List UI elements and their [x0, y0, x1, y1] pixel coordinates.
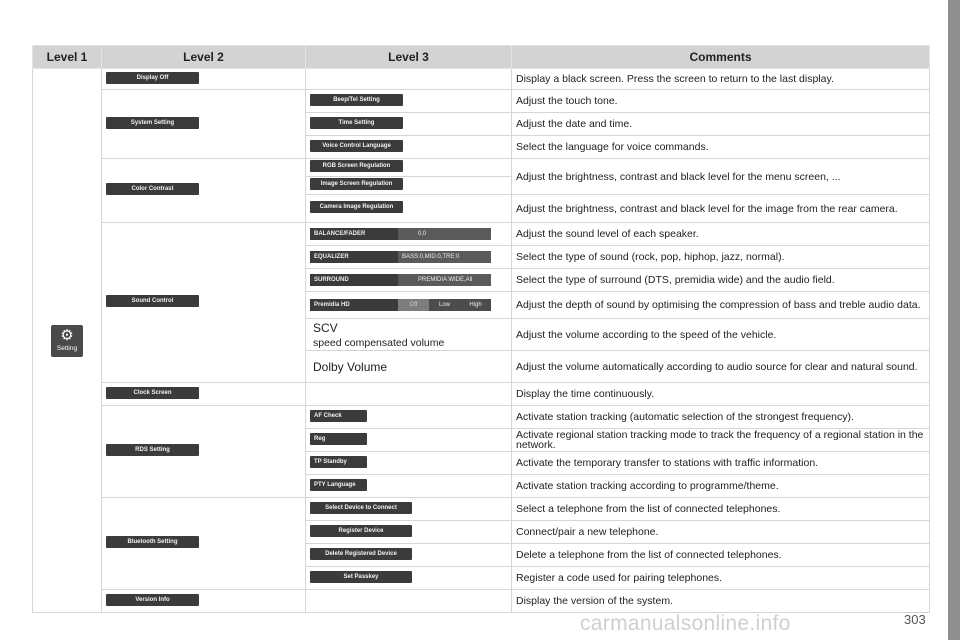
scv-title: SCV: [313, 320, 338, 335]
watermark: carmanualsonline.info: [580, 612, 791, 635]
surround-label: SURROUND: [314, 277, 349, 283]
time-setting-button[interactable]: Time Setting: [310, 117, 403, 129]
level3-cell: [306, 292, 512, 319]
level3-cell: [306, 521, 512, 544]
level2-cell: [102, 590, 306, 613]
select-device-to-connect-button[interactable]: Select Device to Connect: [310, 502, 412, 514]
comment-cell: Connect/pair a new telephone.: [512, 521, 930, 544]
comment-cell: Activate station tracking according to programme/theme.: [512, 475, 930, 498]
level3-cell: [306, 351, 512, 383]
header-comments: Comments: [512, 46, 930, 69]
level3-cell: [306, 195, 512, 223]
balance-fader-label: BALANCE/FADER: [314, 231, 366, 237]
equalizer-control[interactable]: [310, 251, 491, 263]
bluetooth-setting-button[interactable]: Bluetooth Setting: [106, 536, 199, 548]
comment-cell: Delete a telephone from the list of connected telephones.: [512, 544, 930, 567]
comment-cell: Display the time continuously.: [512, 383, 930, 406]
surround-control[interactable]: [310, 274, 491, 286]
gear-icon: ⚙: [60, 326, 74, 344]
voice-control-language-button[interactable]: Voice Control Language: [310, 140, 403, 152]
header-level-2: Level 2: [102, 46, 306, 69]
level3-cell: [306, 498, 512, 521]
level3-cell: [306, 269, 512, 292]
comment-cell: Select the type of surround (DTS, premidia wide) and the audio field.: [512, 269, 930, 292]
page-number: 303: [904, 612, 926, 627]
set-passkey-button[interactable]: Set Passkey: [310, 571, 412, 583]
table-row: [33, 406, 930, 429]
comment-cell: Activate regional station tracking mode to track the frequency of a regional station in the network.: [512, 429, 930, 452]
version-info-button[interactable]: Version Info: [106, 594, 199, 606]
level3-cell: [306, 177, 512, 195]
scrollbar[interactable]: [948, 0, 960, 640]
comment-cell: Select the language for voice commands.: [512, 136, 930, 159]
color-contrast-button[interactable]: Color Contrast: [106, 183, 199, 195]
tp-standby-button[interactable]: TP Standby: [310, 456, 367, 468]
rgb-screen-regulation-button[interactable]: RGB Screen Regulation: [310, 160, 403, 172]
level1-cell: [33, 69, 102, 613]
table-row: [33, 223, 930, 246]
comment-cell: Adjust the date and time.: [512, 113, 930, 136]
comment-cell: Adjust the touch tone.: [512, 90, 930, 113]
level3-cell: [306, 475, 512, 498]
premidia-high-option[interactable]: High: [460, 299, 491, 311]
pty-language-button[interactable]: PTY Language: [310, 479, 367, 491]
scv-subtitle: speed compensated volume: [313, 336, 445, 349]
level2-cell: [102, 223, 306, 383]
settings-menu-table: [32, 45, 930, 613]
level3-cell: [306, 429, 512, 452]
surround-value: PREMIDIA WIDE,All: [398, 274, 491, 286]
comment-cell: Adjust the sound level of each speaker.: [512, 223, 930, 246]
camera-image-regulation-button[interactable]: Camera Image Regulation: [310, 201, 403, 213]
register-device-button[interactable]: Register Device: [310, 525, 412, 537]
table-header-row: [33, 46, 930, 69]
comment-cell: Adjust the volume according to the speed of the vehicle.: [512, 319, 930, 351]
level3-cell: [306, 567, 512, 590]
premidia-low-option[interactable]: Low: [429, 299, 460, 311]
level3-cell: [306, 383, 512, 406]
level3-cell: [306, 590, 512, 613]
level3-cell: [306, 406, 512, 429]
level3-cell: [306, 319, 512, 351]
table-row: [33, 498, 930, 521]
level3-cell: [306, 223, 512, 246]
table-row: [33, 590, 930, 613]
comment-cell: Adjust the brightness, contrast and black level for the image from the rear camera.: [512, 195, 930, 223]
comment-cell: Select a telephone from the list of connected telephones.: [512, 498, 930, 521]
premidia-hd-label: Premidia HD: [314, 302, 350, 308]
header-level-3: Level 3: [306, 46, 512, 69]
table-row: [33, 383, 930, 406]
header-level-1: Level 1: [33, 46, 102, 69]
delete-registered-device-button[interactable]: Delete Registered Device: [310, 548, 412, 560]
af-check-button[interactable]: AF Check: [310, 410, 367, 422]
level3-cell: [306, 452, 512, 475]
comment-cell: Activate station tracking (automatic selection of the strongest frequency).: [512, 406, 930, 429]
level2-cell: [102, 383, 306, 406]
balance-fader-control[interactable]: [310, 228, 491, 240]
beep-tel-setting-button[interactable]: Beep/Tel Setting: [310, 94, 403, 106]
premidia-off-option[interactable]: Off: [398, 299, 429, 311]
level3-cell: [306, 246, 512, 269]
dolby-volume-title: Dolby Volume: [313, 359, 388, 374]
level2-cell: [102, 498, 306, 590]
setting-button[interactable]: [51, 325, 83, 357]
equalizer-label: EQUALIZER: [314, 254, 349, 260]
table-row: [33, 90, 930, 113]
comment-cell: Select the type of sound (rock, pop, hiphop, jazz, normal).: [512, 246, 930, 269]
comment-cell: Display a black screen. Press the screen to return to the last display.: [512, 69, 930, 90]
comment-cell: Display the version of the system.: [512, 590, 930, 613]
system-setting-button[interactable]: System Setting: [106, 117, 199, 129]
table-row: [33, 159, 930, 177]
equalizer-value: BASS:0,MID:0,TRE:0: [398, 251, 491, 263]
level3-cell: [306, 544, 512, 567]
setting-label: Setting: [56, 344, 78, 352]
level3-cell: [306, 159, 512, 177]
sound-control-button[interactable]: Sound Control: [106, 295, 199, 307]
level2-cell: [102, 159, 306, 223]
level2-cell: [102, 406, 306, 498]
image-screen-regulation-button[interactable]: Image Screen Regulation: [310, 178, 403, 190]
level2-cell: [102, 90, 306, 159]
level3-cell: [306, 136, 512, 159]
comment-cell: Adjust the depth of sound by optimising the compression of bass and treble audio data.: [512, 292, 930, 319]
table-row: [33, 69, 930, 90]
clock-screen-button[interactable]: Clock Screen: [106, 387, 199, 399]
level2-cell: [102, 69, 306, 90]
comment-cell: Adjust the brightness, contrast and black level for the menu screen, ...: [512, 159, 930, 195]
level3-cell: [306, 69, 512, 90]
reg-button[interactable]: Reg: [310, 433, 367, 445]
premidia-hd-control[interactable]: [310, 299, 491, 311]
comment-cell: Adjust the volume automatically according to audio source for clear and natural sound.: [512, 351, 930, 383]
level3-cell: [306, 90, 512, 113]
comment-cell: Register a code used for pairing telephones.: [512, 567, 930, 590]
comment-cell: Activate the temporary transfer to stations with traffic information.: [512, 452, 930, 475]
display-off-button[interactable]: Display Off: [106, 72, 199, 84]
rds-setting-button[interactable]: RDS Setting: [106, 444, 199, 456]
balance-fader-value: 0,0: [398, 228, 491, 240]
level3-cell: [306, 113, 512, 136]
